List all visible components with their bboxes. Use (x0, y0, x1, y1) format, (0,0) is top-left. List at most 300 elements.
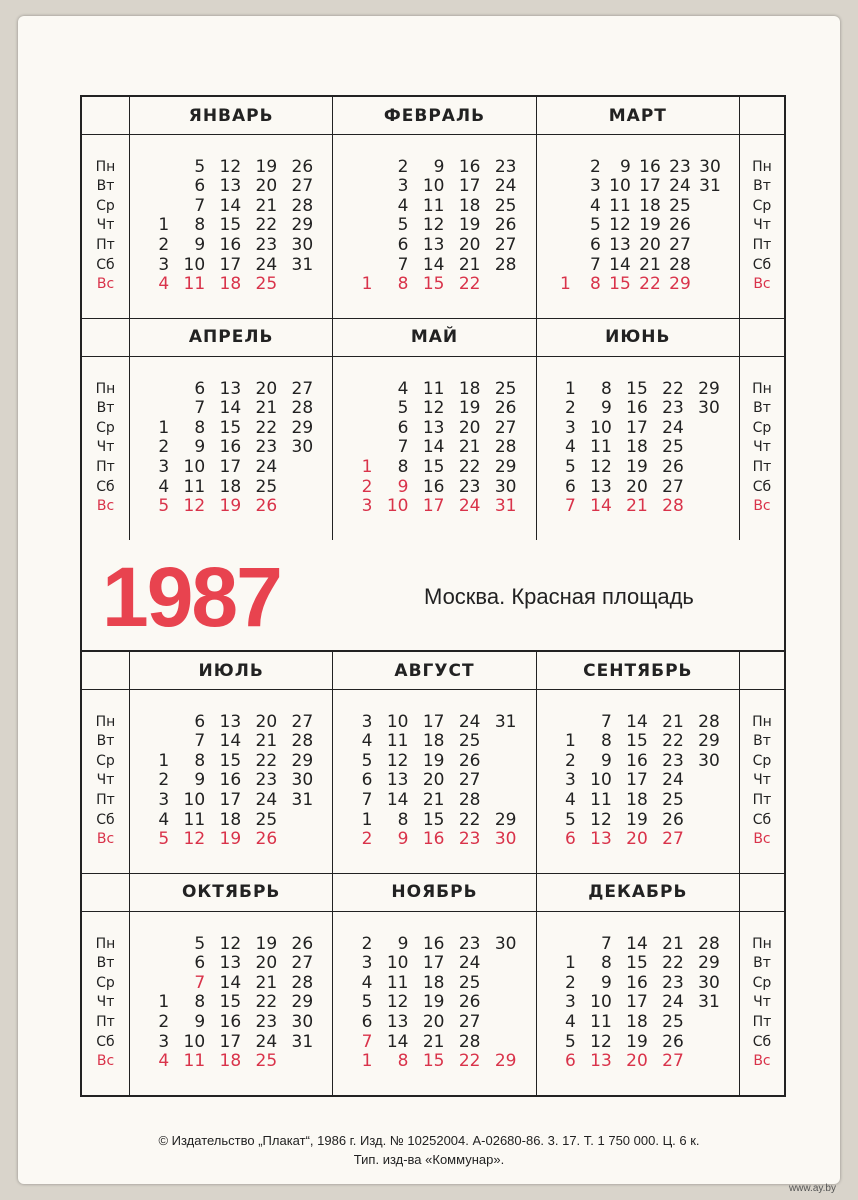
date-number: 24 (458, 496, 481, 517)
date-number (480, 1033, 516, 1053)
date-number (480, 752, 516, 772)
date-number: 21 (662, 933, 684, 954)
date-number: 2 (158, 770, 170, 791)
weekday-column-right (740, 912, 784, 1096)
date-number: 27 (669, 235, 691, 256)
date-number: 15 (219, 992, 242, 1013)
date-number: 25 (458, 972, 481, 993)
date-number: 14 (386, 1031, 409, 1052)
week-row (149, 993, 313, 1013)
date-number (352, 158, 372, 178)
date-number: 14 (609, 254, 631, 275)
date-number: 7 (564, 496, 576, 517)
date-number: 12 (590, 457, 612, 478)
week-row (149, 954, 313, 974)
date-number: 9 (600, 398, 612, 419)
date-number: 25 (255, 274, 278, 295)
date-number (149, 713, 169, 733)
weekday-label: Вт (753, 733, 771, 750)
date-number: 29 (291, 215, 314, 236)
date-number (684, 1033, 720, 1053)
week-row (149, 478, 313, 498)
date-number: 30 (698, 750, 720, 771)
date-number: 20 (626, 829, 648, 850)
week-row (352, 791, 516, 811)
date-number: 11 (183, 274, 206, 295)
date-number: 20 (255, 953, 278, 974)
date-number: 24 (255, 457, 278, 478)
weekday-label: Пт (96, 459, 115, 476)
date-number: 3 (397, 176, 409, 197)
date-number: 1 (158, 417, 170, 438)
date-number: 5 (158, 829, 170, 850)
date-number: 25 (494, 378, 517, 399)
week-row (555, 256, 721, 276)
date-number: 28 (494, 254, 517, 275)
date-number: 15 (626, 953, 648, 974)
weekday-label: Ср (752, 197, 772, 214)
date-number (684, 1052, 720, 1072)
week-row (149, 399, 313, 419)
date-number: 8 (589, 274, 601, 295)
date-number: 9 (600, 972, 612, 993)
date-number (480, 791, 516, 811)
publisher-imprint: © Издательство „Плакат“, 1986 г. Изд. № 10252004. А-02680-86. 3. 17. Т. 1 750 000. Ц. 6 к. (158, 1133, 700, 1148)
weekday-label: Вт (96, 178, 115, 195)
month-name: ОКТЯБРЬ (130, 874, 333, 912)
date-number: 28 (698, 933, 720, 954)
week-row (149, 380, 313, 400)
date-number (556, 713, 576, 733)
weekday-label: Чт (96, 217, 115, 234)
date-number (149, 197, 169, 217)
date-number: 4 (158, 1051, 170, 1072)
weekday-label: Чт (96, 439, 115, 456)
date-number: 30 (494, 476, 517, 497)
weekday-label: Сб (96, 1033, 115, 1050)
weekday-label: Сб (752, 1033, 772, 1050)
date-number: 8 (397, 457, 409, 478)
month-name: АВГУСТ (333, 652, 536, 690)
date-number: 29 (494, 1051, 517, 1072)
week-row (352, 974, 516, 994)
date-number: 3 (564, 992, 576, 1013)
date-number: 12 (422, 215, 445, 236)
date-number: 18 (639, 195, 661, 216)
date-number (691, 256, 721, 276)
weekday-label: Ср (96, 419, 115, 436)
date-number: 23 (662, 972, 684, 993)
weekday-label: Чт (753, 772, 771, 789)
date-number: 7 (361, 1031, 373, 1052)
date-number: 24 (494, 176, 517, 197)
date-number (352, 236, 372, 256)
month-name: АПРЕЛЬ (130, 319, 333, 357)
date-number: 16 (219, 437, 242, 458)
date-number: 8 (600, 953, 612, 974)
date-number: 17 (422, 496, 445, 517)
week-row (352, 752, 516, 772)
date-number: 28 (662, 496, 684, 517)
week-row (149, 752, 313, 772)
date-number: 13 (609, 235, 631, 256)
date-number: 12 (609, 215, 631, 236)
week-row (352, 197, 516, 217)
date-number (691, 236, 721, 256)
date-number: 5 (397, 398, 409, 419)
date-number: 6 (194, 176, 206, 197)
weekday-label: Пн (95, 935, 116, 952)
date-number: 13 (590, 476, 612, 497)
date-number: 5 (397, 215, 409, 236)
date-number: 24 (662, 992, 684, 1013)
date-number: 16 (219, 1012, 242, 1033)
date-number: 1 (361, 274, 373, 295)
weekday-label: Пт (96, 1014, 115, 1031)
date-number (149, 158, 169, 178)
date-number: 18 (219, 1051, 242, 1072)
date-number (277, 458, 313, 478)
date-number: 8 (397, 274, 409, 295)
date-number: 23 (255, 235, 278, 256)
date-number: 23 (458, 476, 481, 497)
date-number: 14 (386, 790, 409, 811)
date-number: 19 (626, 457, 648, 478)
week-row (556, 771, 720, 791)
date-number: 17 (219, 254, 242, 275)
date-number: 30 (699, 156, 721, 177)
date-number: 3 (158, 790, 170, 811)
date-number: 18 (219, 274, 242, 295)
weekday-label: Пн (752, 380, 772, 397)
weekday-column-right (740, 690, 784, 874)
week-row (555, 197, 721, 217)
printer-imprint: Тип. изд-ва «Коммунар». (353, 1152, 505, 1167)
date-number: 7 (194, 731, 206, 752)
week-row (556, 974, 720, 994)
week-row (556, 791, 720, 811)
date-number: 20 (255, 176, 278, 197)
date-number: 4 (361, 972, 373, 993)
week-row (352, 177, 516, 197)
date-number: 20 (458, 235, 481, 256)
date-number: 27 (291, 953, 314, 974)
date-number (556, 935, 576, 955)
date-number: 9 (433, 156, 445, 177)
date-number: 29 (291, 992, 314, 1013)
date-number: 4 (564, 1012, 576, 1033)
date-number (480, 275, 516, 295)
week-row (352, 811, 516, 831)
date-number: 1 (158, 992, 170, 1013)
date-number: 19 (626, 809, 648, 830)
week-row (556, 438, 720, 458)
date-number: 30 (291, 770, 314, 791)
weekday-label: Чт (753, 439, 771, 456)
date-number: 7 (194, 398, 206, 419)
date-number: 19 (422, 750, 445, 771)
week-row (149, 974, 313, 994)
date-number: 10 (609, 176, 631, 197)
date-number: 17 (458, 176, 481, 197)
date-number: 15 (422, 1051, 445, 1072)
week-row (352, 732, 516, 752)
week-row (149, 1033, 313, 1053)
date-number: 10 (183, 790, 206, 811)
date-number (149, 380, 169, 400)
week-row (149, 275, 313, 295)
date-number: 30 (698, 398, 720, 419)
date-number: 14 (590, 496, 612, 517)
date-number: 16 (219, 770, 242, 791)
date-number: 8 (600, 731, 612, 752)
weekday-label: Вт (96, 955, 115, 972)
date-number: 1 (564, 953, 576, 974)
date-number: 6 (564, 1051, 576, 1072)
date-number: 20 (626, 476, 648, 497)
date-number (555, 256, 571, 276)
date-number: 12 (590, 809, 612, 830)
date-number: 9 (194, 1012, 206, 1033)
month-name: СЕНТЯБРЬ (537, 652, 740, 690)
date-number: 6 (564, 829, 576, 850)
date-number (149, 935, 169, 955)
date-number (684, 438, 720, 458)
week-row (556, 713, 720, 733)
date-number: 11 (590, 437, 612, 458)
week-row (556, 1033, 720, 1053)
date-number: 4 (564, 790, 576, 811)
date-number: 28 (291, 731, 314, 752)
date-number: 12 (183, 496, 206, 517)
date-number: 22 (255, 417, 278, 438)
date-number: 10 (183, 1031, 206, 1052)
date-number: 17 (422, 953, 445, 974)
date-number: 10 (422, 176, 445, 197)
month-dates (333, 912, 536, 1096)
date-number: 21 (255, 398, 278, 419)
year-banner (80, 540, 786, 650)
week-row (352, 1033, 516, 1053)
date-number: 9 (619, 156, 631, 177)
weekday-label: Вс (753, 831, 771, 848)
date-number: 5 (564, 457, 576, 478)
weekday-label: Ср (752, 419, 772, 436)
photo-caption: Москва. Красная площадь (424, 584, 694, 609)
date-number: 11 (183, 476, 206, 497)
date-number: 1 (158, 750, 170, 771)
date-number: 5 (589, 215, 601, 236)
date-number: 27 (458, 1012, 481, 1033)
date-number: 25 (494, 195, 517, 216)
date-number: 17 (626, 992, 648, 1013)
week-row (556, 811, 720, 831)
date-number: 8 (194, 750, 206, 771)
date-number: 28 (494, 437, 517, 458)
week-row (149, 732, 313, 752)
date-number: 11 (609, 195, 631, 216)
date-number: 22 (662, 731, 684, 752)
date-number: 15 (626, 378, 648, 399)
date-number (480, 974, 516, 994)
month-dates (130, 357, 333, 541)
weekday-label: Пн (752, 713, 772, 730)
week-row (352, 419, 516, 439)
week-row (149, 791, 313, 811)
date-number: 23 (662, 750, 684, 771)
date-number: 1 (564, 378, 576, 399)
date-number: 13 (590, 1051, 612, 1072)
weekday-label: Пт (752, 1014, 772, 1031)
week-row (555, 158, 721, 178)
date-number: 24 (662, 770, 684, 791)
date-number: 8 (194, 215, 206, 236)
date-number: 9 (397, 476, 409, 497)
date-number: 8 (600, 378, 612, 399)
week-row (556, 478, 720, 498)
date-number: 12 (219, 933, 242, 954)
date-number: 4 (158, 274, 170, 295)
date-number (480, 954, 516, 974)
date-number: 9 (194, 235, 206, 256)
date-number: 31 (291, 790, 314, 811)
weekday-label: Ср (96, 197, 115, 214)
weekday-label: Сб (96, 811, 115, 828)
month-dates (537, 357, 740, 541)
date-number: 20 (458, 417, 481, 438)
month-dates (333, 135, 536, 319)
week-row (352, 993, 516, 1013)
date-number: 10 (590, 992, 612, 1013)
date-number: 2 (564, 750, 576, 771)
date-number: 31 (291, 254, 314, 275)
date-number: 11 (183, 809, 206, 830)
month-name: ЯНВАРЬ (130, 97, 333, 135)
weekday-label: Чт (753, 217, 771, 234)
date-number: 3 (564, 417, 576, 438)
date-number: 12 (386, 992, 409, 1013)
date-number (352, 419, 372, 439)
date-number: 30 (291, 1012, 314, 1033)
date-number: 26 (291, 933, 314, 954)
weekday-label: Чт (753, 994, 771, 1011)
weekday-label: Сб (752, 811, 772, 828)
date-number: 6 (589, 235, 601, 256)
date-number: 4 (589, 195, 601, 216)
date-number: 3 (158, 254, 170, 275)
date-number: 21 (458, 437, 481, 458)
date-number: 5 (194, 933, 206, 954)
date-number: 13 (386, 1012, 409, 1033)
weekday-label: Сб (96, 256, 115, 273)
date-number: 22 (458, 809, 481, 830)
date-number: 22 (639, 274, 661, 295)
weekday-label: Вс (753, 1053, 771, 1070)
date-number: 15 (422, 809, 445, 830)
date-number: 26 (662, 457, 684, 478)
date-number: 11 (386, 972, 409, 993)
date-number: 27 (662, 1051, 684, 1072)
date-number: 25 (662, 790, 684, 811)
week-row (556, 497, 720, 517)
date-number: 11 (590, 1012, 612, 1033)
date-number: 1 (361, 457, 373, 478)
date-number: 11 (422, 378, 445, 399)
date-number: 15 (219, 215, 242, 236)
date-number (277, 830, 313, 850)
date-number: 27 (291, 176, 314, 197)
date-number: 6 (194, 953, 206, 974)
header-spacer (82, 319, 130, 357)
date-number: 21 (255, 195, 278, 216)
week-row (149, 177, 313, 197)
weekday-label: Чт (96, 994, 115, 1011)
date-number: 7 (397, 254, 409, 275)
weekday-label: Вт (96, 400, 115, 417)
date-number: 7 (194, 972, 206, 993)
date-number: 14 (219, 398, 242, 419)
week-row (149, 256, 313, 276)
date-number: 31 (494, 711, 517, 732)
date-number: 9 (397, 829, 409, 850)
month-name: ДЕКАБРЬ (537, 874, 740, 912)
date-number (555, 177, 571, 197)
date-number: 23 (669, 156, 691, 177)
watermark: www.ay.by (788, 1183, 836, 1194)
date-number: 10 (590, 770, 612, 791)
header-spacer (82, 874, 130, 912)
weekday-label: Вс (96, 1053, 115, 1070)
date-number: 22 (662, 378, 684, 399)
week-row (149, 935, 313, 955)
week-row (556, 752, 720, 772)
date-number: 17 (422, 711, 445, 732)
date-number: 11 (590, 790, 612, 811)
date-number: 16 (626, 972, 648, 993)
date-number: 5 (361, 992, 373, 1013)
week-row (556, 993, 720, 1013)
week-row (556, 732, 720, 752)
date-number: 9 (194, 437, 206, 458)
weekday-label: Вс (96, 276, 115, 293)
month-name: МАРТ (537, 97, 740, 135)
header-spacer (740, 652, 784, 690)
date-number: 6 (194, 378, 206, 399)
weekday-label: Ср (752, 752, 772, 769)
weekday-label: Пн (95, 158, 116, 175)
date-number: 10 (386, 711, 409, 732)
date-number: 26 (255, 496, 278, 517)
date-number: 18 (422, 731, 445, 752)
weekday-label: Пт (96, 237, 115, 254)
date-number: 30 (698, 972, 720, 993)
date-number: 10 (386, 953, 409, 974)
date-number: 25 (458, 731, 481, 752)
date-number: 18 (626, 790, 648, 811)
date-number (149, 974, 169, 994)
header-spacer (82, 97, 130, 135)
date-number: 6 (564, 476, 576, 497)
date-number (352, 256, 372, 276)
week-row (555, 216, 721, 236)
date-number: 16 (219, 235, 242, 256)
date-number: 23 (255, 1012, 278, 1033)
date-number: 1 (361, 809, 373, 830)
date-number: 9 (194, 770, 206, 791)
month-name: ИЮЛЬ (130, 652, 333, 690)
date-number: 10 (183, 457, 206, 478)
week-row (352, 771, 516, 791)
